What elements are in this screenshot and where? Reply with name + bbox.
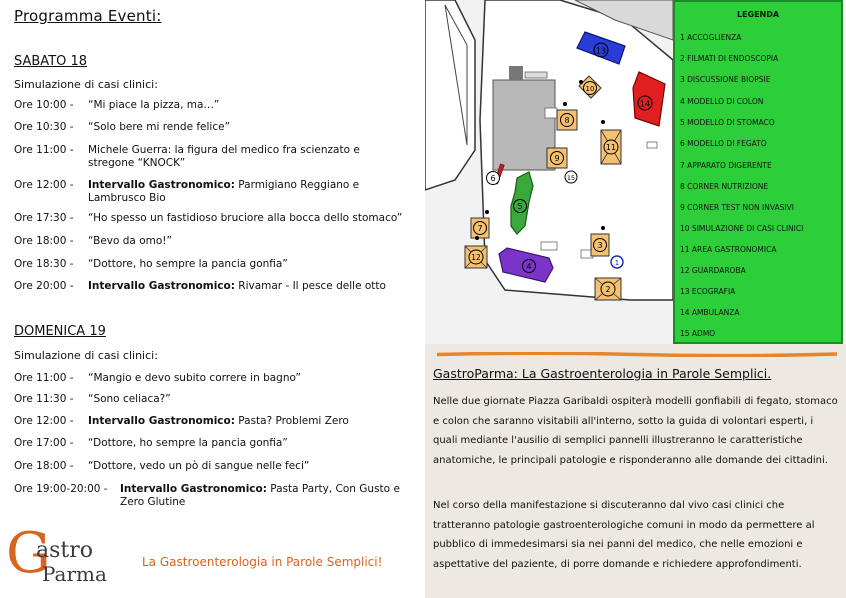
legend-title: LEGENDA	[736, 10, 780, 19]
event-item	[14, 372, 410, 385]
slogan: La Gastroenterologia in Parole Semplici!	[142, 555, 383, 569]
event-text: “Solo bere mi rende felice”	[88, 121, 231, 133]
event-bold-label: Intervallo Gastronomico:	[88, 280, 235, 292]
map-dot	[601, 120, 605, 124]
event-text: Rivamar - Il pesce delle otto	[238, 280, 386, 292]
map-bench	[541, 242, 557, 250]
map-marker-7: 7	[477, 224, 483, 233]
legend-item: 6 MODELLO DI FEGATO	[680, 139, 767, 148]
map-marker-14: 14	[639, 99, 651, 109]
map-marker-11: 11	[605, 143, 617, 152]
event-time: Ore 17:00 -	[14, 437, 74, 449]
event-time: Ore 10:00 -	[14, 99, 74, 111]
map-drawing	[425, 0, 673, 344]
map-bench	[545, 108, 557, 118]
program-title: Programma Eventi:	[14, 7, 162, 25]
event-time: Ore 11:00 -	[14, 144, 74, 156]
map-dot	[485, 210, 489, 214]
event-time: Ore 20:00 -	[14, 280, 74, 292]
legend-item: 4 MODELLO DI COLON	[680, 97, 764, 106]
event-bold-label: Intervallo Gastronomico:	[120, 483, 267, 495]
map-marker-13: 13	[595, 46, 607, 56]
event-text: Pasta Party, Con Gusto e Zero Glutine	[120, 483, 400, 508]
gastroparma-logo	[6, 521, 126, 590]
legend-item: 8 CORNER NUTRIZIONE	[680, 182, 769, 191]
map-marker-2: 2	[605, 285, 611, 294]
event-bold-label: Intervallo Gastronomico:	[88, 179, 235, 191]
map-marker-15: 15	[566, 174, 576, 182]
logo-word-astro: astro	[36, 538, 94, 563]
logo-word-parma: Parma	[42, 562, 107, 586]
map-dot	[579, 80, 583, 84]
event-text: Parmigiano Reggiano e Lambrusco Bio	[88, 179, 360, 204]
map-dot	[563, 102, 567, 106]
event-item	[14, 144, 410, 170]
event-time: Ore 18:00 -	[14, 460, 74, 472]
legend-item: 11 AREA GASTRONOMICA	[680, 245, 777, 254]
map-marker-8: 8	[564, 116, 570, 125]
map-marker-3: 3	[597, 241, 603, 250]
program-column	[0, 0, 420, 598]
legend-item: 14 AMBULANZA	[680, 308, 740, 317]
day-heading-sunday: DOMENICA 19	[14, 324, 106, 339]
event-map	[425, 0, 673, 344]
legend-item: 9 CORNER TEST NON INVASIVI	[680, 203, 794, 212]
event-bold-label: Intervallo Gastronomico:	[88, 415, 235, 427]
legend-item: 13 ECOGRAFIA	[680, 287, 736, 296]
event-time: Ore 18:00 -	[14, 235, 74, 247]
map-marker-5: 5	[517, 202, 523, 211]
event-item	[14, 99, 410, 112]
legend-item: 7 APPARATO DIGERENTE	[680, 161, 772, 170]
event-item	[14, 235, 410, 248]
logo-letter: G	[6, 521, 51, 586]
map-dot	[601, 226, 605, 230]
info-paragraph-2: Nel corso della manifestazione si discuteranno dal vivo casi clinici che tratteranno patologie gastroenterologiche comuni in modo da permettere al pubblico di immedesimarsi sia nei panni del medico, che nelle emozioni e aspettative del paziente, di porre domande e richiedere approfondimenti.	[433, 500, 815, 570]
legend-item: 2 FILMATI DI ENDOSCOPIA	[680, 54, 779, 63]
event-item	[14, 280, 410, 293]
legend-item: 12 GUARDAROBA	[680, 266, 746, 275]
map-bench	[525, 72, 547, 78]
event-item	[14, 212, 410, 225]
day-subtitle-sunday: Simulazione di casi clinici:	[14, 349, 158, 362]
event-text: “Ho spesso un fastidioso bruciore alla bocca dello stomaco”	[88, 212, 403, 224]
map-legend	[673, 0, 843, 344]
legend-item: 15 ADMO	[680, 329, 716, 338]
day-subtitle-saturday: Simulazione di casi clinici:	[14, 78, 158, 91]
event-text: “Mangio e devo subito correre in bagno”	[88, 372, 301, 384]
map-marker-9: 9	[554, 154, 560, 163]
map-monument-area	[493, 80, 555, 170]
day-heading-saturday: SABATO 18	[14, 54, 88, 69]
event-text: “Dottore, ho sempre la pancia gonfia”	[88, 258, 288, 270]
event-text: “Dottore, ho sempre la pancia gonfia”	[88, 437, 288, 449]
event-time: Ore 19:00-20:00 -	[14, 483, 108, 495]
event-item	[14, 393, 410, 406]
event-time: Ore 18:30 -	[14, 258, 74, 270]
map-marker-10: 10	[585, 85, 595, 93]
event-item	[14, 483, 410, 509]
event-time: Ore 17:30 -	[14, 212, 74, 224]
event-time: Ore 12:00 -	[14, 415, 74, 427]
event-text: “Sono celiaca?”	[88, 393, 171, 405]
event-time: Ore 11:30 -	[14, 393, 74, 405]
event-item	[14, 179, 410, 205]
map-marker-6: 6	[490, 174, 496, 183]
event-item	[14, 121, 410, 134]
event-time: Ore 10:30 -	[14, 121, 74, 133]
legend-item: 1 ACCOGLIENZA	[680, 33, 742, 42]
map-dot	[475, 236, 479, 240]
event-text: Pasta? Problemi Zero	[238, 415, 349, 427]
map-marker-4: 4	[526, 262, 532, 271]
event-item	[14, 258, 410, 271]
event-text: “Dottore, vedo un pò di sangue nelle feci”	[88, 460, 310, 472]
event-time: Ore 12:00 -	[14, 179, 74, 191]
event-text: “Bevo da omo!”	[88, 235, 172, 247]
map-bench	[647, 142, 657, 148]
event-text: “Mi piace la pizza, ma…”	[88, 99, 220, 111]
map-kiosk	[509, 66, 523, 80]
map-marker-12: 12	[471, 253, 481, 262]
event-item	[14, 460, 410, 473]
info-panel	[425, 344, 846, 598]
brush-stroke-divider	[437, 352, 837, 357]
event-time: Ore 11:00 -	[14, 372, 74, 384]
event-text: Michele Guerra: la figura del medico fra scienzato e stregone “KNOCK”	[88, 144, 360, 169]
legend-item: 10 SIMULAZIONE DI CASI CLINICI	[680, 224, 804, 233]
event-item	[14, 437, 410, 450]
info-title: GastroParma: La Gastroenterologia in Parole Semplici.	[433, 366, 772, 381]
map-marker-1: 1	[614, 259, 620, 267]
event-item	[14, 415, 410, 428]
legend-item: 5 MODELLO DI STOMACO	[680, 118, 775, 127]
info-paragraph-1: Nelle due giornate Piazza Garibaldi ospiterà modelli gonfiabili di fegato, stomaco e colon che saranno visitabili all'interno, sotto la guida di volontari esperti, i quali mediante l'ausilio di semplici pannelli illustreranno le caratteristiche anatomiche, le principali patologie e risponderanno alle domande dei cittadini.	[433, 396, 838, 466]
legend-item: 3 DISCUSSIONE BIOPSIE	[680, 75, 771, 84]
